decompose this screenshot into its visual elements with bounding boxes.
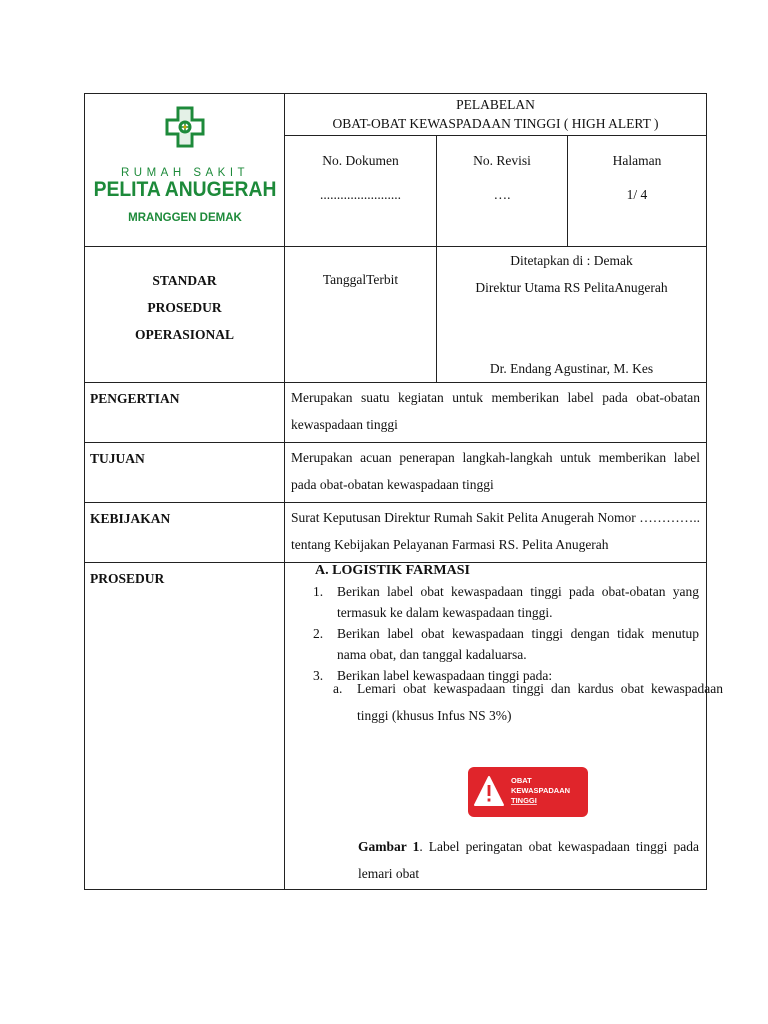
caption-text: . Label peringatan obat kewaspadaan tinggi pada lemari obat xyxy=(358,839,699,881)
director-cell xyxy=(437,247,707,383)
revision-cell xyxy=(437,136,568,247)
doc-number-value: ........................ xyxy=(320,187,401,202)
list-item-number: 2. xyxy=(313,626,324,641)
logo-line-1: RUMAH SAKIT xyxy=(120,167,250,179)
warning-label-image xyxy=(465,763,591,821)
set-at-text: Ditetapkan di : Demak xyxy=(510,253,633,268)
doc-number-label: No. Dokumen xyxy=(322,153,399,168)
tujuan-text: Merupakan acuan penerapan langkah-langkah untuk memberikan label pada obat-obatan kewaspadaan tinggi xyxy=(285,443,707,503)
tujuan-label: TUJUAN xyxy=(85,443,285,503)
revision-value: …. xyxy=(493,187,511,202)
document-title-cell xyxy=(285,94,707,136)
pengertian-text: Merupakan suatu kegiatan untuk memberikan label pada obat-obatan kewaspadaan tinggi xyxy=(285,383,707,443)
kebijakan-text: Surat Keputusan Direktur Rumah Sakit Pelita Anugerah Nomor ………….. tentang Kebijakan Pelayanan Farmasi RS. Pelita Anugerah xyxy=(285,503,707,563)
list-item xyxy=(313,581,699,623)
prosedur-label: PROSEDUR xyxy=(85,563,285,890)
doc-number-cell xyxy=(285,136,437,247)
list-item-text: Berikan label obat kewaspadaan tinggi pada obat-obatan yang termasuk ke dalam kewaspadaan tinggi. xyxy=(337,584,699,620)
label-line-2: KEWASPADAAN xyxy=(511,786,571,795)
list-item-text: Berikan label kewaspadaan tinggi pada: xyxy=(337,668,553,683)
label-line-1: OBAT xyxy=(511,776,532,785)
list-item xyxy=(313,623,699,665)
procedure-list xyxy=(313,581,699,686)
sub-list-item xyxy=(333,675,723,729)
sop-line-3: OPERASIONAL xyxy=(134,327,234,342)
revision-label: No. Revisi xyxy=(473,153,531,168)
kebijakan-label: KEBIJAKAN xyxy=(85,503,285,563)
issue-date-cell xyxy=(285,247,437,383)
list-item-number: 3. xyxy=(313,668,324,683)
section-heading: A. LOGISTIK FARMASI xyxy=(315,563,470,578)
page-value: 1/ 4 xyxy=(626,187,648,202)
warning-label-graphic xyxy=(465,763,591,821)
page-label: Halaman xyxy=(612,153,662,168)
logo-line-2: PELITA ANUGERAH xyxy=(93,178,277,201)
figure-caption xyxy=(358,833,699,887)
list-item-text: Berikan label obat kewaspadaan tinggi dengan tidak menutup nama obat, dan tanggal kadaluarsa. xyxy=(337,626,699,662)
caption-bold: Gambar 1 xyxy=(358,839,420,854)
issue-date-label: TanggalTerbit xyxy=(322,272,399,287)
hospital-logo xyxy=(85,94,285,246)
logo-cell xyxy=(85,94,285,247)
sop-document xyxy=(84,93,723,890)
logo-line-3: MRANGGEN DEMAK xyxy=(128,212,242,224)
document-title-line-1: PELABELAN xyxy=(456,97,535,112)
sop-table xyxy=(84,93,723,890)
director-title: Direktur Utama RS PelitaAnugerah xyxy=(475,280,668,295)
list-item-number: 1. xyxy=(313,584,324,599)
sop-line-1: STANDAR xyxy=(152,273,217,288)
pengertian-label: PENGERTIAN xyxy=(85,383,285,443)
director-name: Dr. Endang Agustinar, M. Kes xyxy=(489,361,654,376)
sub-item-text: Lemari obat kewaspadaan tinggi dan kardus obat kewaspadaan tinggi (khusus Infus NS 3%) xyxy=(357,681,723,723)
sub-item-letter: a. xyxy=(333,681,343,696)
document-title-line-2: OBAT-OBAT KEWASPADAAN TINGGI ( HIGH ALERT ) xyxy=(332,116,659,131)
page-cell xyxy=(568,136,707,247)
prosedur-cell xyxy=(285,563,723,890)
label-line-3: TINGGI xyxy=(511,796,537,805)
sop-label-cell xyxy=(85,247,285,383)
sop-line-2: PROSEDUR xyxy=(147,300,222,315)
